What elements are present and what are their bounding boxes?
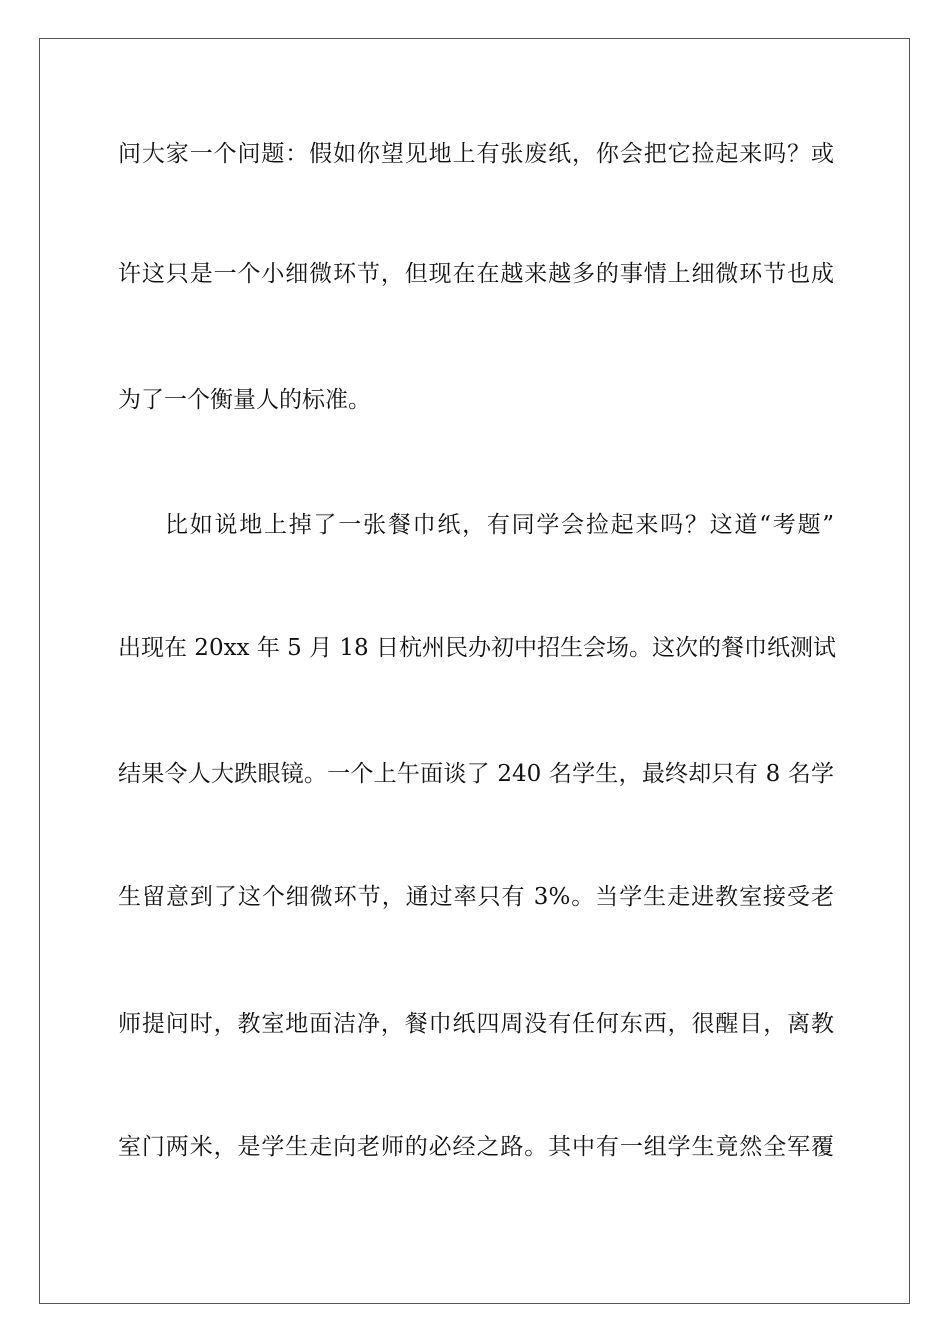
text-line: 许这只是一个小细微环节，但现在在越来越多的事情上细微环节也成 <box>118 261 834 287</box>
text-line: 室门两米，是学生走向老师的必经之路。其中有一组学生竟然全军覆 <box>118 1134 834 1160</box>
text-line: 为了一个衡量人的标准。 <box>118 387 371 413</box>
text-line: 结果令人大跌眼镜。一个上午面谈了 240 名学生，最终却只有 8 名学 <box>118 761 834 787</box>
text-line: 师提问时，教室地面洁净，餐巾纸四周没有任何东西，很醒目，离教 <box>118 1011 834 1037</box>
text-line: 问大家一个问题：假如你望见地上有张废纸，你会把它捡起来吗？或 <box>118 141 834 167</box>
text-line: 比如说地上掉了一张餐巾纸，有同学会捡起来吗？这道“考题” <box>165 512 834 538</box>
text-line: 生留意到了这个细微环节，通过率只有 3%。当学生走进教室接受老 <box>118 884 834 910</box>
page-border <box>39 38 910 1304</box>
text-line: 出现在 20xx 年 5 月 18 日杭州民办初中招生会场。这次的餐巾纸测试 <box>118 635 836 661</box>
